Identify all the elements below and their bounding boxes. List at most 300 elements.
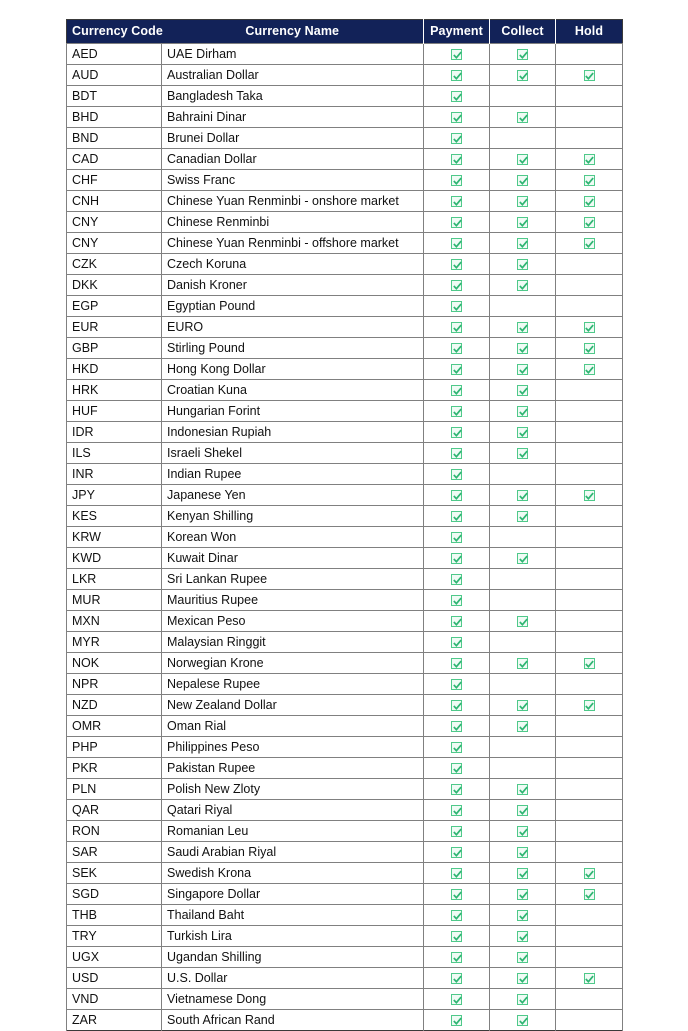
check-mark-icon bbox=[451, 679, 462, 690]
cell-payment[interactable] bbox=[424, 1010, 490, 1031]
check-mark-icon bbox=[584, 196, 595, 207]
check-mark-icon bbox=[517, 700, 528, 711]
check-mark-icon bbox=[451, 238, 462, 249]
cell-currency-name: Bangladesh Taka bbox=[162, 86, 424, 107]
cell-currency-name: UAE Dirham bbox=[162, 44, 424, 65]
cell-payment[interactable] bbox=[424, 128, 490, 149]
cell-collect[interactable] bbox=[490, 86, 556, 107]
cell-collect[interactable] bbox=[490, 779, 556, 800]
cell-collect[interactable] bbox=[490, 506, 556, 527]
cell-collect[interactable] bbox=[490, 821, 556, 842]
table-row bbox=[67, 737, 623, 758]
cell-currency-name: Croatian Kuna bbox=[162, 380, 424, 401]
cell-payment[interactable] bbox=[424, 548, 490, 569]
cell-collect[interactable] bbox=[490, 674, 556, 695]
cell-collect[interactable] bbox=[490, 905, 556, 926]
empty-cell-marker bbox=[584, 782, 595, 793]
table-row bbox=[67, 695, 623, 716]
cell-payment[interactable] bbox=[424, 464, 490, 485]
cell-payment[interactable] bbox=[424, 275, 490, 296]
check-mark-icon bbox=[451, 217, 462, 228]
cell-collect[interactable] bbox=[490, 527, 556, 548]
empty-cell-marker bbox=[517, 89, 528, 100]
cell-payment[interactable] bbox=[424, 947, 490, 968]
cell-currency-name: Ugandan Shilling bbox=[162, 947, 424, 968]
cell-collect[interactable] bbox=[490, 380, 556, 401]
cell-payment[interactable] bbox=[424, 611, 490, 632]
cell-payment[interactable] bbox=[424, 107, 490, 128]
table-row bbox=[67, 191, 623, 212]
check-mark-icon bbox=[517, 1015, 528, 1026]
cell-currency-code: PLN bbox=[67, 779, 162, 800]
cell-currency-name: Chinese Renminbi bbox=[162, 212, 424, 233]
cell-payment[interactable] bbox=[424, 884, 490, 905]
cell-collect[interactable] bbox=[490, 128, 556, 149]
cell-hold[interactable] bbox=[556, 44, 623, 65]
check-mark-icon bbox=[517, 154, 528, 165]
cell-collect[interactable] bbox=[490, 800, 556, 821]
cell-currency-code: PHP bbox=[67, 737, 162, 758]
check-mark-icon bbox=[517, 406, 528, 417]
check-mark-icon bbox=[517, 931, 528, 942]
cell-collect[interactable] bbox=[490, 737, 556, 758]
check-mark-icon bbox=[451, 826, 462, 837]
cell-collect[interactable] bbox=[490, 947, 556, 968]
cell-collect[interactable] bbox=[490, 695, 556, 716]
check-mark-icon bbox=[584, 217, 595, 228]
cell-currency-code: AED bbox=[67, 44, 162, 65]
cell-hold[interactable] bbox=[556, 107, 623, 128]
check-mark-icon bbox=[517, 280, 528, 291]
cell-currency-name: Romanian Leu bbox=[162, 821, 424, 842]
cell-currency-name: Chinese Yuan Renminbi - offshore market bbox=[162, 233, 424, 254]
cell-collect[interactable] bbox=[490, 758, 556, 779]
check-mark-icon bbox=[517, 448, 528, 459]
cell-payment[interactable] bbox=[424, 758, 490, 779]
cell-currency-name: Czech Koruna bbox=[162, 254, 424, 275]
check-mark-icon bbox=[451, 49, 462, 60]
check-mark-icon bbox=[517, 847, 528, 858]
cell-currency-code: MXN bbox=[67, 611, 162, 632]
check-mark-icon bbox=[451, 112, 462, 123]
check-mark-icon bbox=[451, 364, 462, 375]
empty-cell-marker bbox=[584, 719, 595, 730]
cell-currency-code: HUF bbox=[67, 401, 162, 422]
cell-hold[interactable] bbox=[556, 317, 623, 338]
cell-hold[interactable] bbox=[556, 464, 623, 485]
table-row bbox=[67, 233, 623, 254]
cell-currency-name: Hungarian Forint bbox=[162, 401, 424, 422]
cell-hold[interactable] bbox=[556, 65, 623, 86]
cell-payment[interactable] bbox=[424, 380, 490, 401]
cell-hold[interactable] bbox=[556, 758, 623, 779]
empty-cell-marker bbox=[584, 509, 595, 520]
check-mark-icon bbox=[451, 259, 462, 270]
cell-collect[interactable] bbox=[490, 611, 556, 632]
cell-payment[interactable] bbox=[424, 506, 490, 527]
cell-payment[interactable] bbox=[424, 800, 490, 821]
check-mark-icon bbox=[517, 658, 528, 669]
cell-hold[interactable] bbox=[556, 884, 623, 905]
cell-payment[interactable] bbox=[424, 863, 490, 884]
cell-collect[interactable] bbox=[490, 275, 556, 296]
cell-collect[interactable] bbox=[490, 254, 556, 275]
empty-cell-marker bbox=[517, 677, 528, 688]
cell-currency-code: HKD bbox=[67, 359, 162, 380]
empty-cell-marker bbox=[584, 572, 595, 583]
cell-collect[interactable] bbox=[490, 1010, 556, 1031]
empty-cell-marker bbox=[584, 908, 595, 919]
cell-payment[interactable] bbox=[424, 338, 490, 359]
check-mark-icon bbox=[517, 364, 528, 375]
cell-currency-name: Vietnamese Dong bbox=[162, 989, 424, 1010]
table-row bbox=[67, 632, 623, 653]
cell-payment[interactable] bbox=[424, 86, 490, 107]
cell-currency-code: NOK bbox=[67, 653, 162, 674]
check-mark-icon bbox=[584, 364, 595, 375]
cell-hold[interactable] bbox=[556, 233, 623, 254]
table-row bbox=[67, 380, 623, 401]
cell-payment[interactable] bbox=[424, 485, 490, 506]
cell-currency-name: Bahraini Dinar bbox=[162, 107, 424, 128]
check-mark-icon bbox=[451, 70, 462, 81]
cell-currency-code: BDT bbox=[67, 86, 162, 107]
cell-hold[interactable] bbox=[556, 653, 623, 674]
cell-currency-name: Mauritius Rupee bbox=[162, 590, 424, 611]
cell-collect[interactable] bbox=[490, 212, 556, 233]
cell-collect[interactable] bbox=[490, 632, 556, 653]
cell-hold[interactable] bbox=[556, 632, 623, 653]
cell-currency-code: CNY bbox=[67, 212, 162, 233]
empty-cell-marker bbox=[584, 761, 595, 772]
check-mark-icon bbox=[451, 301, 462, 312]
empty-cell-marker bbox=[584, 425, 595, 436]
cell-payment[interactable] bbox=[424, 296, 490, 317]
empty-cell-marker bbox=[584, 803, 595, 814]
cell-currency-code: INR bbox=[67, 464, 162, 485]
table-row bbox=[67, 359, 623, 380]
check-mark-icon bbox=[451, 280, 462, 291]
cell-hold[interactable] bbox=[556, 338, 623, 359]
cell-payment[interactable] bbox=[424, 674, 490, 695]
cell-collect[interactable] bbox=[490, 422, 556, 443]
cell-currency-code: MUR bbox=[67, 590, 162, 611]
cell-collect[interactable] bbox=[490, 65, 556, 86]
table-body bbox=[67, 44, 623, 1031]
check-mark-icon bbox=[584, 70, 595, 81]
empty-cell-marker bbox=[584, 530, 595, 541]
table-row bbox=[67, 905, 623, 926]
cell-hold[interactable] bbox=[556, 863, 623, 884]
cell-currency-name: Korean Won bbox=[162, 527, 424, 548]
cell-payment[interactable] bbox=[424, 401, 490, 422]
cell-currency-name: Brunei Dollar bbox=[162, 128, 424, 149]
cell-payment[interactable] bbox=[424, 44, 490, 65]
empty-cell-marker bbox=[584, 845, 595, 856]
cell-collect[interactable] bbox=[490, 968, 556, 989]
cell-currency-name: Thailand Baht bbox=[162, 905, 424, 926]
check-mark-icon bbox=[451, 637, 462, 648]
table-row bbox=[67, 275, 623, 296]
cell-currency-code: SGD bbox=[67, 884, 162, 905]
cell-hold[interactable] bbox=[556, 611, 623, 632]
cell-currency-code: SAR bbox=[67, 842, 162, 863]
cell-payment[interactable] bbox=[424, 170, 490, 191]
table-row bbox=[67, 758, 623, 779]
cell-payment[interactable] bbox=[424, 254, 490, 275]
cell-collect[interactable] bbox=[490, 296, 556, 317]
cell-collect[interactable] bbox=[490, 170, 556, 191]
cell-currency-name: Egyptian Pound bbox=[162, 296, 424, 317]
check-mark-icon bbox=[584, 154, 595, 165]
column-header-payment: Payment bbox=[424, 20, 490, 44]
cell-payment[interactable] bbox=[424, 716, 490, 737]
check-mark-icon bbox=[451, 868, 462, 879]
cell-hold[interactable] bbox=[556, 968, 623, 989]
cell-collect[interactable] bbox=[490, 548, 556, 569]
column-header-currency-name: Currency Name bbox=[162, 20, 424, 44]
cell-payment[interactable] bbox=[424, 359, 490, 380]
cell-payment[interactable] bbox=[424, 191, 490, 212]
table-row bbox=[67, 149, 623, 170]
cell-collect[interactable] bbox=[490, 653, 556, 674]
cell-hold[interactable] bbox=[556, 443, 623, 464]
cell-currency-name: Philippines Peso bbox=[162, 737, 424, 758]
cell-hold[interactable] bbox=[556, 506, 623, 527]
check-mark-icon bbox=[584, 490, 595, 501]
cell-currency-name: Canadian Dollar bbox=[162, 149, 424, 170]
cell-hold[interactable] bbox=[556, 275, 623, 296]
check-mark-icon bbox=[451, 784, 462, 795]
empty-cell-marker bbox=[517, 635, 528, 646]
check-mark-icon bbox=[451, 931, 462, 942]
cell-collect[interactable] bbox=[490, 989, 556, 1010]
empty-cell-marker bbox=[584, 446, 595, 457]
check-mark-icon bbox=[451, 763, 462, 774]
cell-collect[interactable] bbox=[490, 590, 556, 611]
cell-collect[interactable] bbox=[490, 716, 556, 737]
cell-payment[interactable] bbox=[424, 926, 490, 947]
empty-cell-marker bbox=[584, 593, 595, 604]
empty-cell-marker bbox=[584, 299, 595, 310]
cell-hold[interactable] bbox=[556, 716, 623, 737]
cell-payment[interactable] bbox=[424, 233, 490, 254]
cell-payment[interactable] bbox=[424, 422, 490, 443]
cell-collect[interactable] bbox=[490, 485, 556, 506]
cell-collect[interactable] bbox=[490, 842, 556, 863]
table-row bbox=[67, 128, 623, 149]
cell-payment[interactable] bbox=[424, 779, 490, 800]
empty-cell-marker bbox=[584, 677, 595, 688]
cell-payment[interactable] bbox=[424, 65, 490, 86]
cell-payment[interactable] bbox=[424, 968, 490, 989]
check-mark-icon bbox=[584, 175, 595, 186]
check-mark-icon bbox=[517, 910, 528, 921]
cell-currency-name: Kuwait Dinar bbox=[162, 548, 424, 569]
table-row bbox=[67, 422, 623, 443]
cell-collect[interactable] bbox=[490, 401, 556, 422]
cell-hold[interactable] bbox=[556, 170, 623, 191]
cell-collect[interactable] bbox=[490, 233, 556, 254]
check-mark-icon bbox=[451, 658, 462, 669]
cell-hold[interactable] bbox=[556, 527, 623, 548]
check-mark-icon bbox=[451, 721, 462, 732]
cell-payment[interactable] bbox=[424, 443, 490, 464]
cell-currency-code: JPY bbox=[67, 485, 162, 506]
cell-currency-code: BHD bbox=[67, 107, 162, 128]
cell-currency-name: Israeli Shekel bbox=[162, 443, 424, 464]
cell-collect[interactable] bbox=[490, 359, 556, 380]
cell-payment[interactable] bbox=[424, 317, 490, 338]
cell-hold[interactable] bbox=[556, 359, 623, 380]
cell-currency-name: Japanese Yen bbox=[162, 485, 424, 506]
cell-hold[interactable] bbox=[556, 380, 623, 401]
empty-cell-marker bbox=[584, 551, 595, 562]
cell-payment[interactable] bbox=[424, 527, 490, 548]
empty-cell-marker bbox=[584, 992, 595, 1003]
cell-hold[interactable] bbox=[556, 800, 623, 821]
cell-collect[interactable] bbox=[490, 443, 556, 464]
table-row bbox=[67, 317, 623, 338]
cell-payment[interactable] bbox=[424, 695, 490, 716]
cell-hold[interactable] bbox=[556, 779, 623, 800]
cell-payment[interactable] bbox=[424, 653, 490, 674]
cell-hold[interactable] bbox=[556, 947, 623, 968]
table-row bbox=[67, 674, 623, 695]
cell-currency-code: EUR bbox=[67, 317, 162, 338]
cell-hold[interactable] bbox=[556, 212, 623, 233]
cell-hold[interactable] bbox=[556, 548, 623, 569]
cell-collect[interactable] bbox=[490, 863, 556, 884]
cell-currency-name: Indian Rupee bbox=[162, 464, 424, 485]
cell-hold[interactable] bbox=[556, 569, 623, 590]
check-mark-icon bbox=[517, 490, 528, 501]
cell-collect[interactable] bbox=[490, 107, 556, 128]
cell-currency-code: THB bbox=[67, 905, 162, 926]
table-header bbox=[67, 20, 623, 44]
cell-collect[interactable] bbox=[490, 317, 556, 338]
check-mark-icon bbox=[451, 427, 462, 438]
cell-currency-name: Danish Kroner bbox=[162, 275, 424, 296]
cell-hold[interactable] bbox=[556, 86, 623, 107]
cell-payment[interactable] bbox=[424, 632, 490, 653]
cell-currency-code: PKR bbox=[67, 758, 162, 779]
cell-payment[interactable] bbox=[424, 212, 490, 233]
table-row bbox=[67, 296, 623, 317]
empty-cell-marker bbox=[584, 929, 595, 940]
cell-hold[interactable] bbox=[556, 821, 623, 842]
table-row bbox=[67, 107, 623, 128]
cell-collect[interactable] bbox=[490, 44, 556, 65]
cell-currency-code: CAD bbox=[67, 149, 162, 170]
cell-payment[interactable] bbox=[424, 989, 490, 1010]
table-row bbox=[67, 86, 623, 107]
cell-payment[interactable] bbox=[424, 821, 490, 842]
cell-payment[interactable] bbox=[424, 149, 490, 170]
cell-hold[interactable] bbox=[556, 485, 623, 506]
check-mark-icon bbox=[517, 553, 528, 564]
table-row bbox=[67, 254, 623, 275]
cell-payment[interactable] bbox=[424, 737, 490, 758]
cell-hold[interactable] bbox=[556, 422, 623, 443]
cell-currency-name: Malaysian Ringgit bbox=[162, 632, 424, 653]
check-mark-icon bbox=[517, 70, 528, 81]
table-row bbox=[67, 800, 623, 821]
cell-hold[interactable] bbox=[556, 989, 623, 1010]
check-mark-icon bbox=[517, 217, 528, 228]
cell-hold[interactable] bbox=[556, 401, 623, 422]
table-row bbox=[67, 338, 623, 359]
cell-hold[interactable] bbox=[556, 674, 623, 695]
cell-payment[interactable] bbox=[424, 569, 490, 590]
cell-currency-code: QAR bbox=[67, 800, 162, 821]
table-row bbox=[67, 443, 623, 464]
cell-collect[interactable] bbox=[490, 338, 556, 359]
cell-hold[interactable] bbox=[556, 926, 623, 947]
cell-currency-code: UGX bbox=[67, 947, 162, 968]
cell-hold[interactable] bbox=[556, 842, 623, 863]
check-mark-icon bbox=[517, 805, 528, 816]
check-mark-icon bbox=[517, 259, 528, 270]
cell-collect[interactable] bbox=[490, 569, 556, 590]
cell-currency-name: Polish New Zloty bbox=[162, 779, 424, 800]
check-mark-icon bbox=[584, 343, 595, 354]
cell-payment[interactable] bbox=[424, 905, 490, 926]
cell-hold[interactable] bbox=[556, 128, 623, 149]
cell-hold[interactable] bbox=[556, 737, 623, 758]
cell-currency-code: KES bbox=[67, 506, 162, 527]
cell-hold[interactable] bbox=[556, 905, 623, 926]
check-mark-icon bbox=[451, 532, 462, 543]
cell-collect[interactable] bbox=[490, 149, 556, 170]
check-mark-icon bbox=[584, 700, 595, 711]
currency-table-container bbox=[66, 19, 622, 1031]
empty-cell-marker bbox=[584, 950, 595, 961]
empty-cell-marker bbox=[584, 740, 595, 751]
cell-hold[interactable] bbox=[556, 296, 623, 317]
cell-hold[interactable] bbox=[556, 695, 623, 716]
cell-currency-code: TRY bbox=[67, 926, 162, 947]
cell-payment[interactable] bbox=[424, 842, 490, 863]
empty-cell-marker bbox=[584, 614, 595, 625]
cell-collect[interactable] bbox=[490, 464, 556, 485]
cell-hold[interactable] bbox=[556, 254, 623, 275]
cell-hold[interactable] bbox=[556, 590, 623, 611]
table-row bbox=[67, 821, 623, 842]
check-mark-icon bbox=[451, 154, 462, 165]
check-mark-icon bbox=[451, 742, 462, 753]
cell-payment[interactable] bbox=[424, 590, 490, 611]
cell-collect[interactable] bbox=[490, 926, 556, 947]
cell-hold[interactable] bbox=[556, 149, 623, 170]
cell-currency-code: DKK bbox=[67, 275, 162, 296]
cell-currency-code: NPR bbox=[67, 674, 162, 695]
check-mark-icon bbox=[451, 910, 462, 921]
check-mark-icon bbox=[451, 553, 462, 564]
empty-cell-marker bbox=[584, 257, 595, 268]
empty-cell-marker bbox=[517, 467, 528, 478]
cell-hold[interactable] bbox=[556, 191, 623, 212]
cell-collect[interactable] bbox=[490, 884, 556, 905]
cell-hold[interactable] bbox=[556, 1010, 623, 1031]
cell-collect[interactable] bbox=[490, 191, 556, 212]
cell-currency-code: OMR bbox=[67, 716, 162, 737]
cell-currency-name: Swiss Franc bbox=[162, 170, 424, 191]
column-header-currency-code: Currency Code bbox=[67, 20, 162, 44]
check-mark-icon bbox=[517, 973, 528, 984]
header-row bbox=[67, 20, 623, 44]
check-mark-icon bbox=[451, 889, 462, 900]
